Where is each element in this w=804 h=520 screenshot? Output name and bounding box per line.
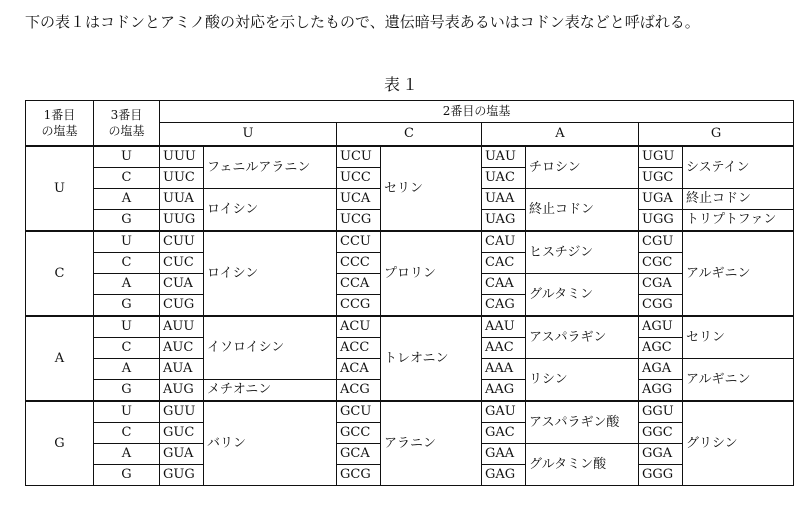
codon-cell: CUC	[160, 253, 204, 274]
amino-acid-cell: 終止コドン	[683, 189, 794, 210]
codon-cell: UCU	[337, 146, 381, 168]
second-base-c: C	[337, 122, 482, 146]
codon-cell: AGG	[639, 380, 683, 402]
third-base-cell: A	[94, 189, 160, 210]
first-base-cell: A	[26, 316, 94, 401]
amino-acid-cell: アスパラギン	[526, 316, 639, 359]
codon-cell: AUG	[160, 380, 204, 402]
codon-cell: UAG	[482, 210, 526, 232]
codon-cell: CGC	[639, 253, 683, 274]
codon-cell: GAG	[482, 465, 526, 486]
amino-acid-cell: トレオニン	[381, 316, 482, 401]
codon-cell: UUG	[160, 210, 204, 232]
codon-cell: GUC	[160, 423, 204, 444]
codon-cell: AUA	[160, 359, 204, 380]
table-row	[26, 231, 794, 253]
amino-acid-cell: アスパラギン酸	[526, 401, 639, 444]
table-caption: 表１	[383, 75, 420, 94]
codon-cell: GCC	[337, 423, 381, 444]
amino-acid-cell: 終止コドン	[526, 189, 639, 232]
third-base-cell: G	[94, 295, 160, 317]
first-base-cell: C	[26, 231, 94, 316]
codon-cell: UCA	[337, 189, 381, 210]
amino-acid-cell: アラニン	[381, 401, 482, 486]
codon-cell: CCC	[337, 253, 381, 274]
codon-cell: GGA	[639, 444, 683, 465]
codon-cell: CGG	[639, 295, 683, 317]
codon-cell: GUG	[160, 465, 204, 486]
third-base-cell: U	[94, 316, 160, 338]
codon-cell: ACC	[337, 338, 381, 359]
codon-cell: UAC	[482, 168, 526, 189]
codon-cell: CAC	[482, 253, 526, 274]
codon-cell: CCG	[337, 295, 381, 317]
first-base-header: 1番目 の塩基	[26, 101, 94, 147]
codon-cell: CGA	[639, 274, 683, 295]
amino-acid-cell: トリプトファン	[683, 210, 794, 232]
intro-text: 下の表１はコドンとアミノ酸の対応を示したもので、遺伝暗号表あるいはコドン表などと呼ばれる。	[25, 13, 700, 31]
codon-cell: CAU	[482, 231, 526, 253]
third-base-cell: A	[94, 274, 160, 295]
amino-acid-cell: アルギニン	[683, 231, 794, 316]
codon-cell: AGA	[639, 359, 683, 380]
third-base-cell: G	[94, 465, 160, 486]
amino-acid-cell: グルタミン	[526, 274, 639, 317]
codon-cell: CAG	[482, 295, 526, 317]
amino-acid-cell: メチオニン	[204, 380, 337, 402]
third-base-cell: A	[94, 444, 160, 465]
codon-cell: GGG	[639, 465, 683, 486]
second-base-a: A	[482, 122, 639, 146]
codon-cell: GCG	[337, 465, 381, 486]
codon-cell: UUA	[160, 189, 204, 210]
codon-cell: ACU	[337, 316, 381, 338]
third-base-header: 3番目 の塩基	[94, 101, 160, 147]
amino-acid-cell: システイン	[683, 146, 794, 189]
codon-cell: CAA	[482, 274, 526, 295]
codon-cell: AAG	[482, 380, 526, 402]
third-base-cell: U	[94, 146, 160, 168]
codon-cell: ACA	[337, 359, 381, 380]
amino-acid-cell: ロイシン	[204, 189, 337, 232]
codon-cell: AUU	[160, 316, 204, 338]
codon-cell: GGU	[639, 401, 683, 423]
codon-cell: GAU	[482, 401, 526, 423]
codon-cell: CCA	[337, 274, 381, 295]
second-base-u: U	[160, 122, 337, 146]
third-base-cell: U	[94, 401, 160, 423]
codon-cell: UUC	[160, 168, 204, 189]
amino-acid-cell: チロシン	[526, 146, 639, 189]
codon-cell: UCC	[337, 168, 381, 189]
codon-cell: CGU	[639, 231, 683, 253]
third-base-cell: C	[94, 338, 160, 359]
codon-cell: ACG	[337, 380, 381, 402]
third-base-cell: G	[94, 380, 160, 402]
codon-cell: GAA	[482, 444, 526, 465]
codon-cell: CUG	[160, 295, 204, 317]
codon-cell: GCA	[337, 444, 381, 465]
codon-cell: UGA	[639, 189, 683, 210]
third-base-cell: G	[94, 210, 160, 232]
amino-acid-cell: グルタミン酸	[526, 444, 639, 486]
first-base-cell: U	[26, 146, 94, 231]
amino-acid-cell: プロリン	[381, 231, 482, 316]
table-row	[26, 316, 794, 338]
codon-cell: CUU	[160, 231, 204, 253]
codon-cell: UGG	[639, 210, 683, 232]
second-base-g: G	[639, 122, 794, 146]
third-base-cell: C	[94, 253, 160, 274]
codon-cell: GAC	[482, 423, 526, 444]
codon-cell: AGU	[639, 316, 683, 338]
amino-acid-cell: ヒスチジン	[526, 231, 639, 274]
amino-acid-cell: リシン	[526, 359, 639, 402]
codon-cell: GGC	[639, 423, 683, 444]
amino-acid-cell: グリシン	[683, 401, 794, 486]
codon-cell: UAA	[482, 189, 526, 210]
third-base-cell: U	[94, 231, 160, 253]
codon-cell: GUA	[160, 444, 204, 465]
codon-cell: AAA	[482, 359, 526, 380]
amino-acid-cell: セリン	[381, 146, 482, 231]
second-base-header: 2番目の塩基	[160, 101, 794, 123]
amino-acid-cell: ロイシン	[204, 231, 337, 316]
first-base-cell: G	[26, 401, 94, 486]
codon-cell: AGC	[639, 338, 683, 359]
codon-cell: UGU	[639, 146, 683, 168]
codon-cell: AUC	[160, 338, 204, 359]
amino-acid-cell: アルギニン	[683, 359, 794, 402]
amino-acid-cell: フェニルアラニン	[204, 146, 337, 189]
codon-cell: AAC	[482, 338, 526, 359]
amino-acid-cell: バリン	[204, 401, 337, 486]
codon-cell: UAU	[482, 146, 526, 168]
table-row	[26, 401, 794, 423]
table-row	[26, 146, 794, 168]
third-base-cell: C	[94, 423, 160, 444]
amino-acid-cell: イソロイシン	[204, 316, 337, 380]
codon-cell: AAU	[482, 316, 526, 338]
third-base-cell: C	[94, 168, 160, 189]
amino-acid-cell: セリン	[683, 316, 794, 359]
codon-cell: UUU	[160, 146, 204, 168]
codon-cell: UCG	[337, 210, 381, 232]
third-base-cell: A	[94, 359, 160, 380]
codon-cell: GCU	[337, 401, 381, 423]
codon-cell: CUA	[160, 274, 204, 295]
codon-cell: CCU	[337, 231, 381, 253]
codon-cell: UGC	[639, 168, 683, 189]
codon-cell: GUU	[160, 401, 204, 423]
codon-table	[25, 100, 794, 486]
